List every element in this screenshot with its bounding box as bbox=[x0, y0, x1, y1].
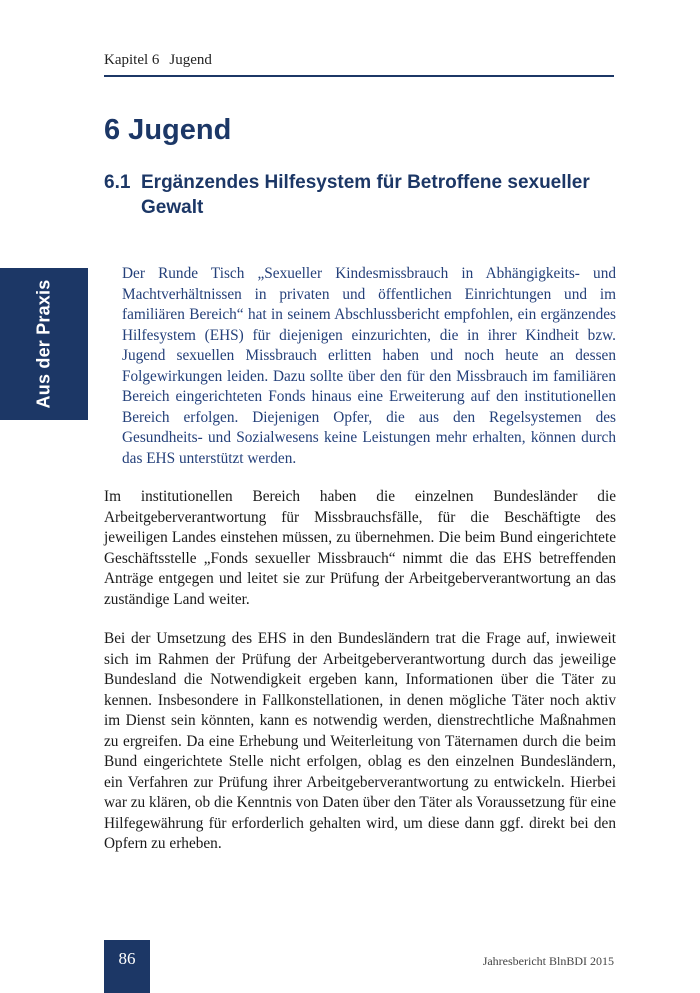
footer-publication: Jahresbericht BlnBDI 2015 bbox=[482, 954, 614, 968]
body-paragraph-1: Im institutionellen Bereich haben die einzelnen Bundesländer die Arbeitgeberverantwortung für Missbrauchsfälle, für die Beschäftigte des jeweiligen Landes einstehen müssen, zu übernehmen. Die beim Bund eingerichtete Geschäftsstelle „Fonds sexueller Missbrauch“ nimmt die das EHS betreffenden Anträge entgegen und leitet sie zur Prüfung der Arbeitgeberverantwortung an das zuständige Land weiter. bbox=[104, 488, 616, 608]
intro-paragraph: Der Runde Tisch „Sexueller Kindesmissbrauch in Abhängigkeits- und Machtverhältnissen in privaten und öffentlichen Einrichtungen und im familiären Bereich“ hat in seinem Abschlussbericht empfohlen, ein ergänzendes Hilfesystem (EHS) für diejenigen einzurichten, die in ihrer Kindheit bzw. Jugend sexuellen Missbrauch erlitten haben und noch heute an dessen Folgewirkungen leiden. Dazu sollte über den für den Missbrauch im familiären Bereich eingerichteten Fonds hinaus eine Erweiterung auf den institutionellen Bereich erfolgen. Diejenigen Opfer, die aus den Regelsystemen des Gesundheits- und Sozialwesens keine Leistungen mehr erhalten, können durch das EHS unterstützt werden. bbox=[122, 265, 616, 467]
page-number-box bbox=[104, 940, 150, 993]
page-number: 86 bbox=[118, 949, 136, 968]
running-header bbox=[104, 52, 614, 69]
side-tab bbox=[0, 268, 88, 420]
header-chapter-label: Kapitel 6 bbox=[104, 52, 160, 68]
header-divider bbox=[104, 75, 614, 77]
section-heading bbox=[104, 170, 624, 220]
chapter-title: 6 Jugend bbox=[104, 114, 232, 146]
header-chapter-name: Jugend bbox=[169, 52, 212, 68]
side-tab-label: Aus der Praxis bbox=[33, 279, 54, 409]
body-paragraph-2: Bei der Umsetzung des EHS in den Bundesländern trat die Frage auf, inwieweit sich im Rahmen der Prüfung der Arbeitgeberverantwortung durch das jeweilige Bundesland die Notwendigkeit ergeben kann, Informationen über die Täter zu kennen. Insbesondere in Fallkonstellationen, in denen mögliche Täter noch aktiv im Dienst sein könnten, kann es notwendig werden, dienstrechtliche Maßnahmen zu ergreifen. Da eine Erhebung und Weiterleitung von Täternamen durch die beim Bund eingerichtete Stelle nicht erfolgen, oblag es den einzelnen Bundesländern, ein Verfahren zur Prüfung ihrer Arbeitgeberverantwortung zu entwickeln. Hierbei war zu klären, ob die Kenntnis von Daten über den Täter als Voraussetzung für eine Hilfegewährung für erforderlich gehalten wird, um diese dann ggf. direkt bei den Opfern zu erheben. bbox=[104, 630, 616, 852]
section-title: Ergänzendes Hilfesystem für Betroffene sexueller Gewalt bbox=[141, 172, 590, 218]
section-number: 6.1 bbox=[104, 172, 131, 193]
